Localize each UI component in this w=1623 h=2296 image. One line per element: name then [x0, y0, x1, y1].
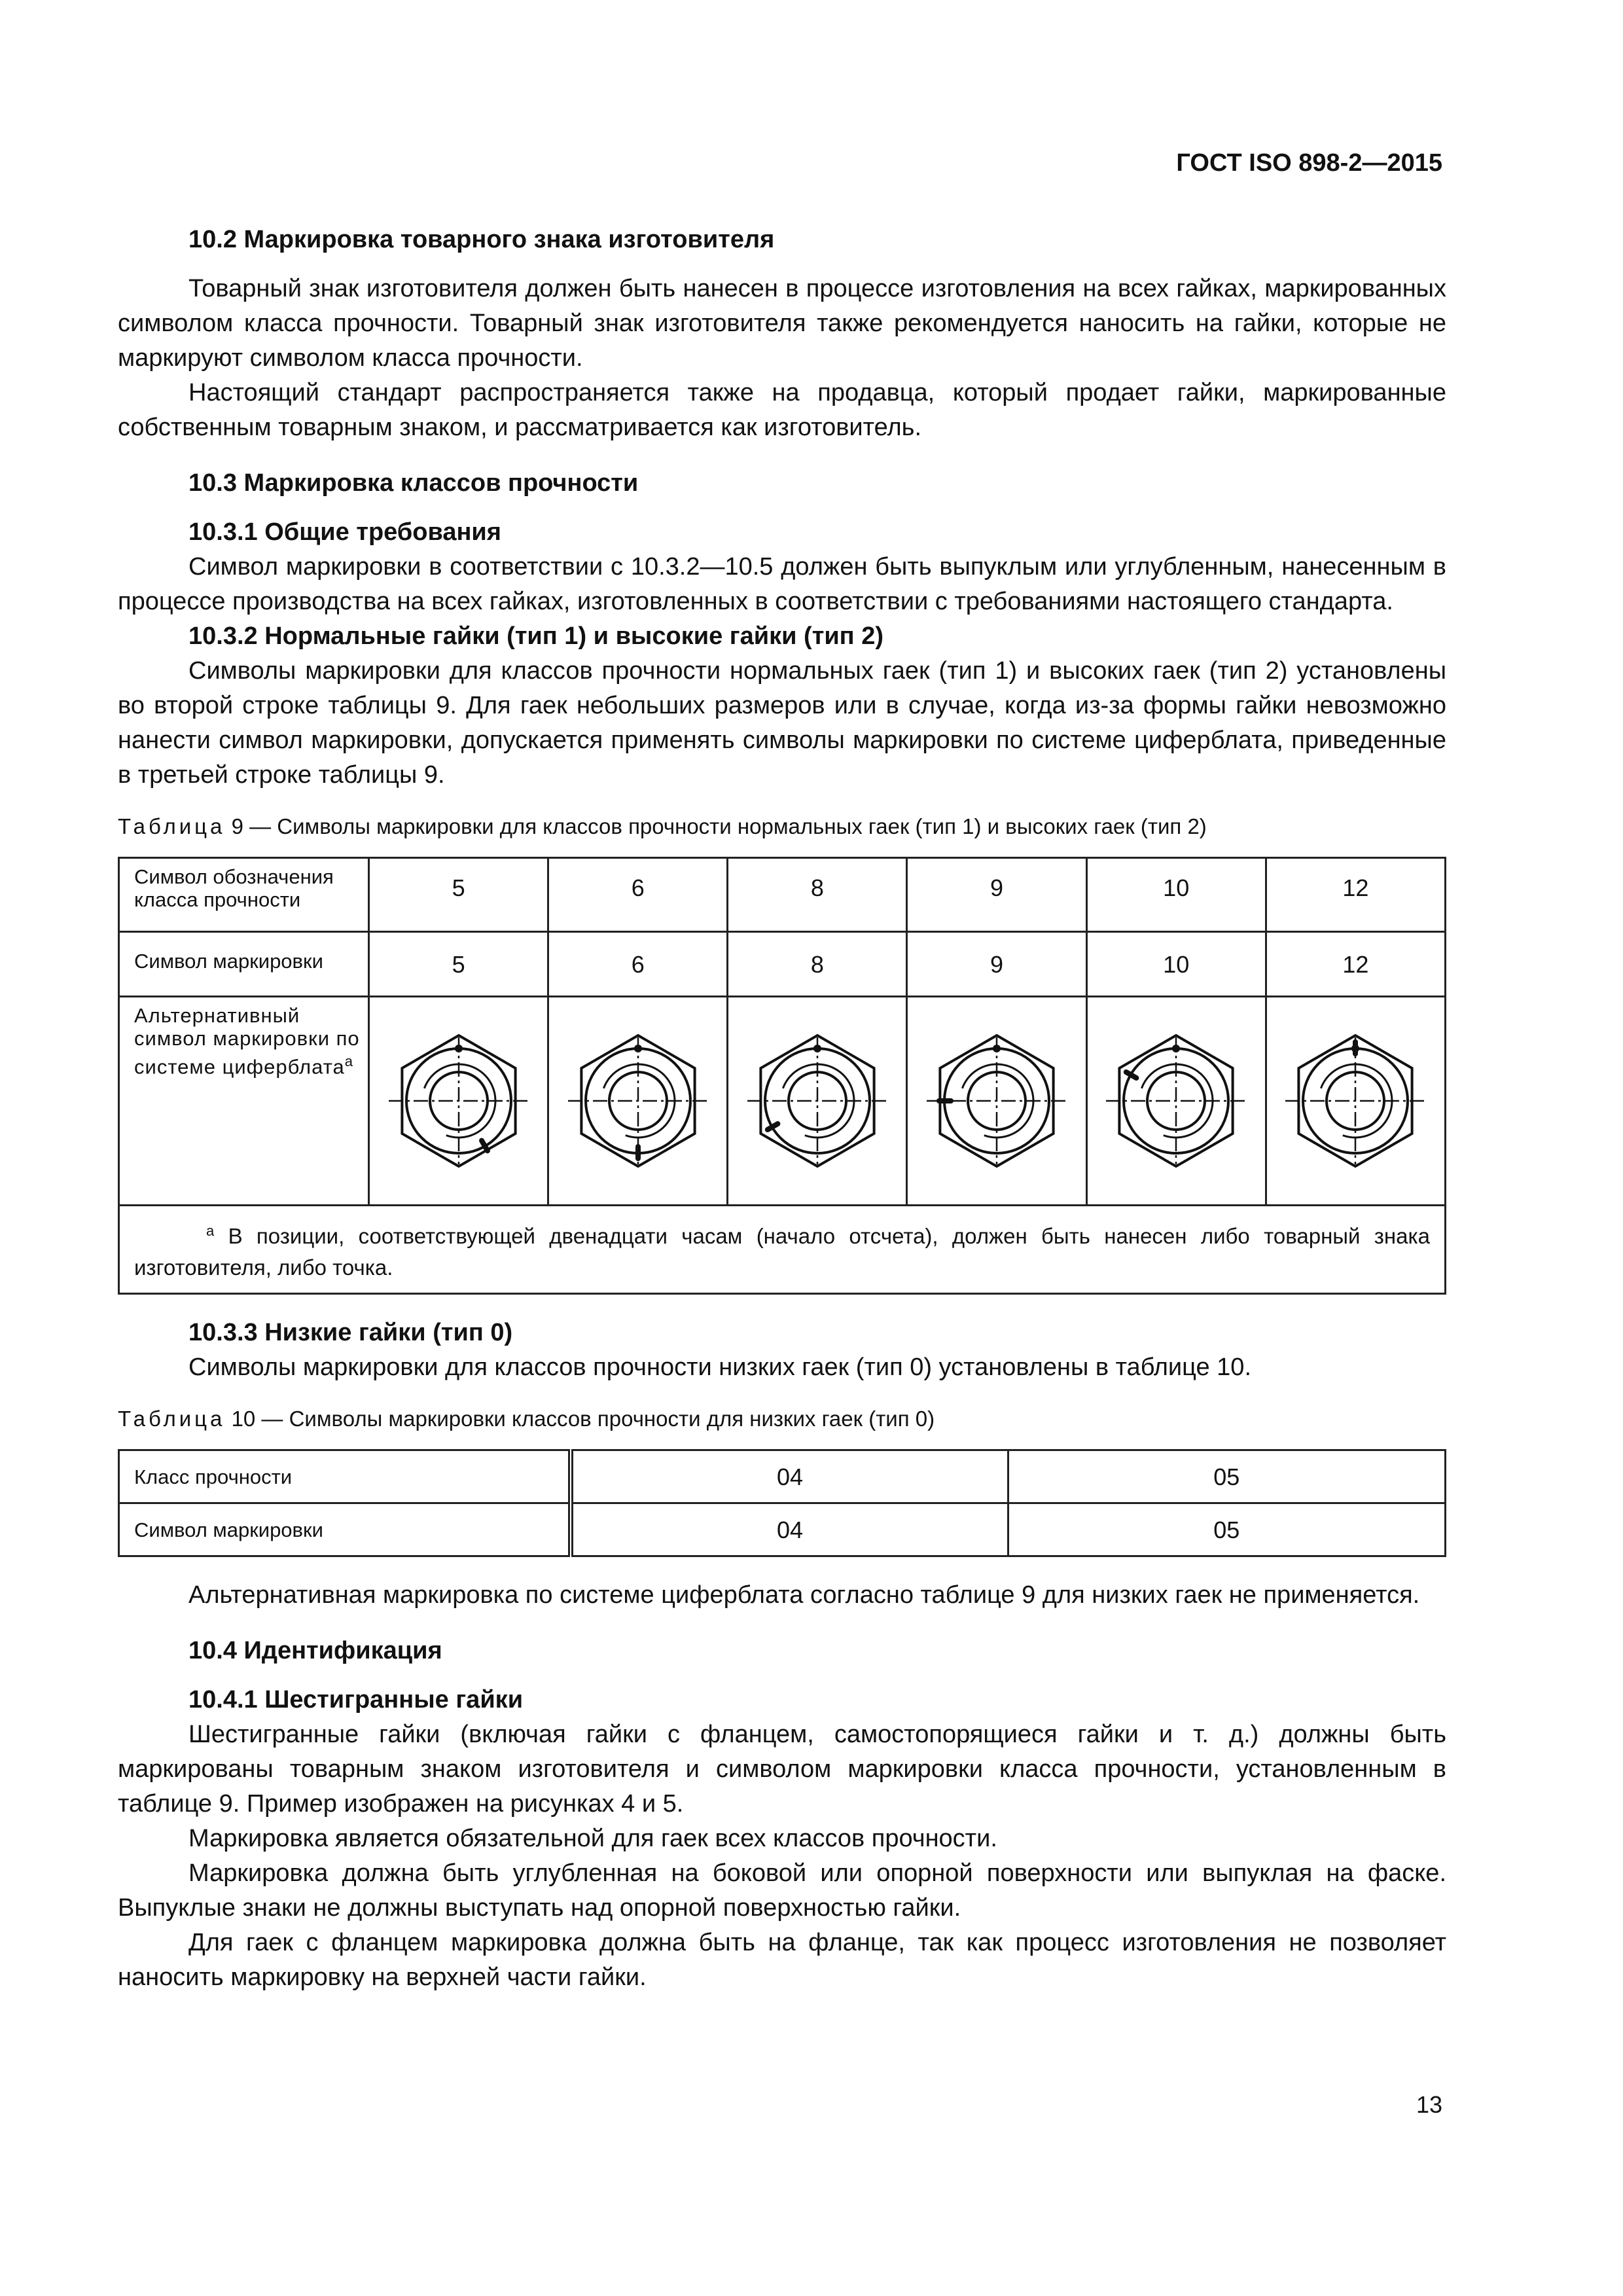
footnote-body: В позиции, соответствующей двенадцати часам (начало отсчета), должен быть нанесен либо товарный знака изготовителя, либо точка.: [134, 1224, 1430, 1280]
clock-dial-nut-icon: [742, 1026, 893, 1176]
section-10-4-1-paragraph-3: Маркировка должна быть углубленная на боковой или опорной поверхности или выпуклая на фаске. Выпуклые знаки не должны выступать над опорной поверхностью гайки.: [118, 1859, 1446, 1922]
origin-dot-icon: [993, 1045, 1001, 1052]
clock-dial-nut-icon: [1280, 1026, 1431, 1176]
standard-code: ГОСТ ISO 898-2—2015: [1176, 149, 1442, 177]
section-10-4-1-paragraph-4: Для гаек с фланцем маркировка должна быть на фланце, так как процесс изготовления не позволяет наносить маркировку на верхней части гайки.: [118, 1929, 1446, 1991]
table-9-row-dial: [119, 997, 1446, 1206]
table-9-symbol-cell: 10: [1086, 932, 1266, 997]
clock-dial-cell: [1266, 997, 1445, 1206]
clock-dial-nut-icon: [1101, 1026, 1251, 1176]
table-9-row2-label: Символ маркировки: [119, 932, 369, 997]
table-9-footnote-text: [134, 1215, 1430, 1283]
section-10-2-title: 10.2 Маркировка товарного знака изготовителя: [188, 226, 775, 253]
table-9-row-class: [119, 858, 1446, 932]
table-9-row-symbol: [119, 932, 1446, 997]
section-10-3-3-title: 10.3.3 Низкие гайки (тип 0): [188, 1319, 513, 1346]
origin-dot-icon: [634, 1045, 642, 1052]
table-9-class-cell: 10: [1086, 858, 1266, 932]
origin-dot-icon: [813, 1045, 821, 1052]
hour-mark-icon: [768, 1124, 778, 1130]
table-10-caption-text: 10 — Символы маркировки классов прочности для низких гаек (тип 0): [231, 1407, 935, 1431]
table-9-class-cell: 12: [1266, 858, 1445, 932]
table-9-class-cell: 9: [907, 858, 1086, 932]
table-10-caption-word: Таблица: [118, 1407, 226, 1431]
section-10-3-1-title: 10.3.1 Общие требования: [188, 518, 501, 546]
table-9-class-cell: 5: [369, 858, 548, 932]
table-9-caption: [118, 814, 1446, 840]
footnote-ref: a: [344, 1053, 353, 1069]
table-9-row3-label: [119, 997, 369, 1206]
table-10-symbol-cell: 04: [571, 1503, 1008, 1556]
clock-dial-cell: [548, 997, 728, 1206]
section-10-3-2-paragraph: Символы маркировки для классов прочности нормальных гаек (тип 1) и высоких гаек (тип 2) установлены во второй строке таблицы 9. Для гаек небольших размеров или в случае, когда из-за формы гайки невозможно нанести символ маркировки, допускается применять символы маркировки по системе циферблата, приведенные в третьей строке таблицы 9.: [118, 657, 1446, 789]
table-9-caption-text: 9 — Символы маркировки для классов прочности нормальных гаек (тип 1) и высоких гаек (тип 2): [231, 814, 1207, 838]
section-10-3-title: 10.3 Маркировка классов прочности: [188, 469, 639, 497]
section-10-4-title: 10.4 Идентификация: [188, 1637, 442, 1664]
clock-dial-cell: [728, 997, 907, 1206]
table-9-class-cell: 8: [728, 858, 907, 932]
table-9-row3-label-text: Альтернативный символ маркировки по системе циферблата: [134, 1004, 360, 1079]
table-10-row-class: [119, 1450, 1446, 1503]
section-10-2-paragraph-2: Настоящий стандарт распространяется также на продавца, который продает гайки, маркированные собственным товарным знаком, и рассматривается как изготовитель.: [118, 379, 1446, 441]
table-10-class-cell: 04: [571, 1450, 1008, 1503]
table-9-footnote-row: [119, 1206, 1446, 1294]
table-9-class-cell: 6: [548, 858, 728, 932]
table-9-symbol-cell: 5: [369, 932, 548, 997]
section-10-4-1-paragraph-2: Маркировка является обязательной для гаек всех классов прочности.: [188, 1825, 997, 1852]
page-content: [118, 223, 1446, 1995]
clock-dial-cell: [907, 997, 1086, 1206]
page-number: 13: [1416, 2091, 1442, 2118]
table-10-caption: [118, 1406, 1446, 1432]
section-10-3-3-paragraph: Символы маркировки для классов прочности низких гаек (тип 0) установлены в таблице 10.: [188, 1354, 1251, 1381]
table-9-symbol-cell: 12: [1266, 932, 1445, 997]
section-10-3-1-paragraph: Символ маркировки в соответствии с 10.3.2—10.5 должен быть выпуклым или углубленным, нанесенным в процессе производства на всех гайках, изготовленных в соответствии с требованиями настоящего стандарта.: [118, 553, 1446, 615]
table-9-symbol-cell: 8: [728, 932, 907, 997]
after-table-10-paragraph: Альтернативная маркировка по системе циферблата согласно таблице 9 для низких гаек не применяется.: [188, 1581, 1420, 1609]
table-10-row1-label: Класс прочности: [119, 1450, 571, 1503]
table-9-symbol-cell: 6: [548, 932, 728, 997]
table-10-row-symbol: [119, 1503, 1446, 1556]
hour-mark-icon: [1126, 1072, 1137, 1078]
table-9-row1-label: Символ обозначения класса прочности: [119, 858, 369, 932]
table-9-footnote: [119, 1206, 1446, 1294]
table-10-class-cell: 05: [1008, 1450, 1446, 1503]
origin-dot-icon: [455, 1045, 463, 1052]
section-10-4-1-title: 10.4.1 Шестигранные гайки: [188, 1686, 524, 1713]
clock-dial-cell: [369, 997, 548, 1206]
footnote-mark: a: [206, 1223, 215, 1239]
table-9-symbol-cell: 9: [907, 932, 1086, 997]
table-10-symbol-cell: 05: [1008, 1503, 1446, 1556]
hour-mark-icon: [482, 1141, 488, 1151]
section-10-2-paragraph-1: Товарный знак изготовителя должен быть нанесен в процессе изготовления на всех гайках, маркированных символом класса прочности. Товарный знак изготовителя также рекомендуется наносить на гайки, которые не маркируют символом класса прочности.: [118, 275, 1446, 372]
table-9: [118, 857, 1446, 1295]
clock-dial-nut-icon: [921, 1026, 1072, 1176]
table-10-row2-label: Символ маркировки: [119, 1503, 571, 1556]
section-10-3-2-title: 10.3.2 Нормальные гайки (тип 1) и высокие гайки (тип 2): [188, 622, 883, 650]
table-10: [118, 1449, 1446, 1557]
clock-dial-cell: [1086, 997, 1266, 1206]
table-9-caption-word: Таблица: [118, 814, 226, 838]
origin-dot-icon: [1172, 1045, 1180, 1052]
clock-dial-nut-icon: [563, 1026, 713, 1176]
section-10-4-1-paragraph-1: Шестигранные гайки (включая гайки с фланцем, самостопорящиеся гайки и т. д.) должны быть маркированы товарным знаком изготовителя и символом маркировки класса прочности, установленным в таблице 9. Пример изображен на рисунках 4 и 5.: [118, 1721, 1446, 1818]
clock-dial-nut-icon: [383, 1026, 534, 1176]
